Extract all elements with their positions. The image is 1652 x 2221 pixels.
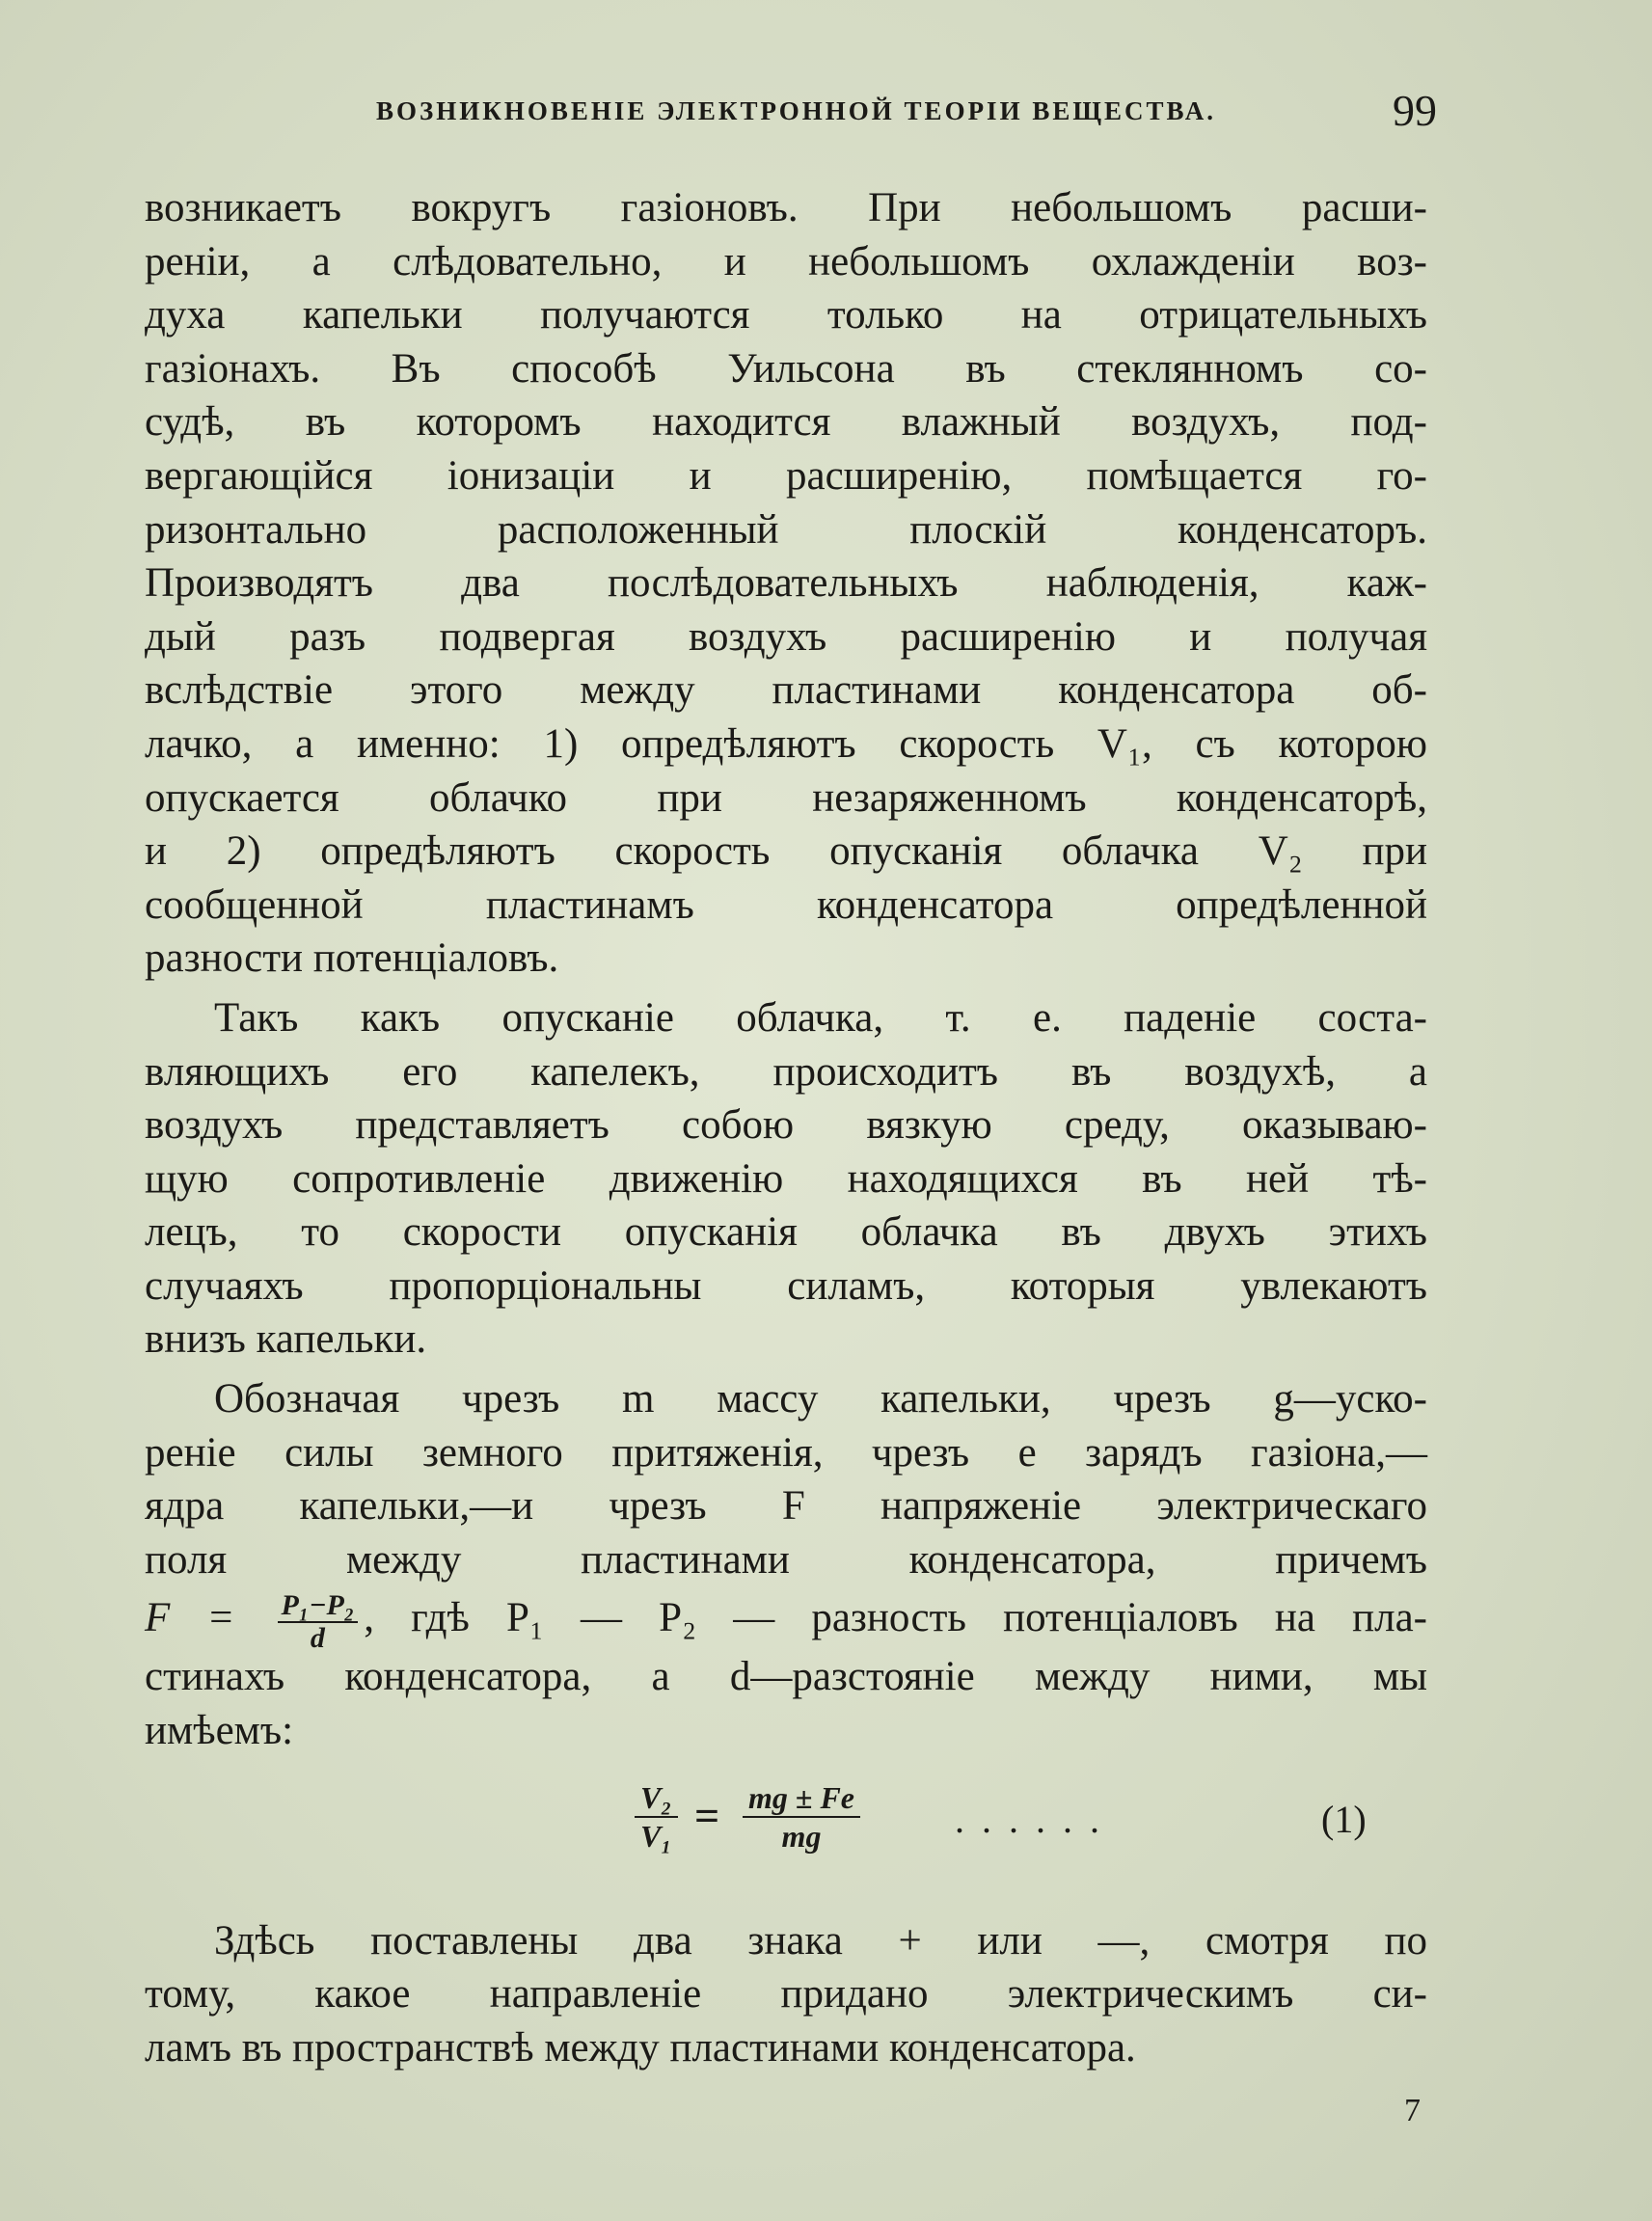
text-line: разности потенціаловъ. <box>145 935 559 982</box>
inline-fraction <box>278 1590 359 1654</box>
paragraph-1 <box>145 181 1427 986</box>
text-line: дый разъ подвергая воздухъ расширенію и получая <box>145 613 1427 660</box>
text-line: щую сопротивленіе движенію находящихся въ ней тѣ- <box>145 1155 1427 1202</box>
text-line: духа капельки получаются только на отрицательныхъ <box>145 292 1427 339</box>
text-line: сообщенной пластинамъ конденсатора опредѣленной <box>145 881 1427 928</box>
paragraph-2 <box>145 991 1427 1367</box>
text-line: Здѣсь поставлены два знака + или —, смотря по <box>214 1917 1427 1964</box>
lhs-numerator: V₂ <box>635 1779 678 1818</box>
text-line: вляющихъ его капелекъ, происходитъ въ воздухѣ, а <box>145 1048 1427 1095</box>
formula-rest: , гдѣ P₁ — P₂ — разность потенціаловъ на пла- <box>364 1595 1427 1641</box>
rhs-denominator: mg <box>781 1818 822 1854</box>
paragraph-3 <box>145 1372 1427 1758</box>
text-line: случаяхъ пропорціональны силамъ, которыя увлекаютъ <box>145 1262 1427 1309</box>
fraction-denominator: d <box>310 1621 325 1654</box>
text-line: реніе силы земного притяженія, чрезъ e зарядъ газіона,— <box>145 1429 1427 1476</box>
text-line: возникаетъ вокругъ газіоновъ. При небольшомъ расши- <box>145 185 1427 230</box>
text-line: и 2) опредѣляютъ скорость опусканія облачка V₂ при <box>145 828 1427 875</box>
signature-mark: 7 <box>1404 2093 1421 2128</box>
page-body <box>145 181 1427 2074</box>
running-title: ВОЗНИКНОВЕНІЕ ЭЛЕКТРОННОЙ ТЕОРІИ ВЕЩЕСТВА. <box>376 96 1217 125</box>
text-line: вслѣдствіе этого между пластинами конденсатора об- <box>145 667 1427 714</box>
text-line: реніи, а слѣдовательно, и небольшомъ охлажденіи воз- <box>145 238 1427 284</box>
equals-sign: = <box>694 1790 720 1840</box>
rhs-numerator: mg ± Fe <box>743 1779 860 1818</box>
text-line: газіонахъ. Въ способѣ Уильсона въ стеклянномъ со- <box>145 345 1427 392</box>
paragraph-4 <box>145 1914 1427 2075</box>
text-line: Такъ какъ опусканіе облачка, т. е. паденіе соста- <box>214 994 1427 1041</box>
formula-lhs: F = <box>145 1595 235 1641</box>
fraction-numerator: P₁−P₂ <box>278 1590 359 1623</box>
text-line: судѣ, въ которомъ находится влажный воздухъ, под- <box>145 399 1427 446</box>
display-equation <box>145 1762 1427 1887</box>
text-line: лачко, а именно: 1) опредѣляютъ скорость V₁, съ которою <box>145 720 1427 767</box>
text-line: тому, какое направленіе придано электрическимъ си- <box>145 1971 1427 2018</box>
lhs-fraction <box>635 1779 678 1855</box>
text-line: воздухъ представляетъ собою вязкую среду, оказываю- <box>145 1102 1427 1149</box>
text-line: опускается облачко при незаряженномъ конденсаторѣ, <box>145 774 1427 821</box>
text-line: поля между пластинами конденсатора, причемъ <box>145 1536 1427 1583</box>
equation-number: (1) <box>1321 1797 1367 1841</box>
text-line: внизъ капельки. <box>145 1316 427 1363</box>
text-line: ядра капельки,—и чрезъ F напряженіе электрическаго <box>145 1483 1427 1530</box>
page-header <box>145 85 1437 143</box>
lhs-denominator: V₁ <box>640 1818 672 1854</box>
text-line: имѣемъ: <box>145 1708 294 1754</box>
text-line: стинахъ конденсатора, а d—разстояніе между ними, мы <box>145 1654 1427 1700</box>
text-line: Обозначая чрезъ m массу капельки, чрезъ g—уско- <box>214 1376 1427 1422</box>
text-line: ризонтально расположенный плоскій конденсаторъ. <box>145 506 1427 553</box>
rhs-fraction <box>743 1779 860 1855</box>
leader-dots: ...... <box>955 1797 1117 1841</box>
text-line: вергающійся іонизаціи и расширенію, помѣщается го- <box>145 452 1427 499</box>
text-line: Производятъ два послѣдовательныхъ наблюденія, каж- <box>145 560 1427 607</box>
text-line: лецъ, то скорости опусканія облачка въ двухъ этихъ <box>145 1209 1427 1256</box>
text-line: ламъ въ пространствѣ между пластинами конденсатора. <box>145 2024 1136 2071</box>
page-number: 99 <box>1393 86 1437 135</box>
inline-formula-line <box>145 1586 1427 1654</box>
